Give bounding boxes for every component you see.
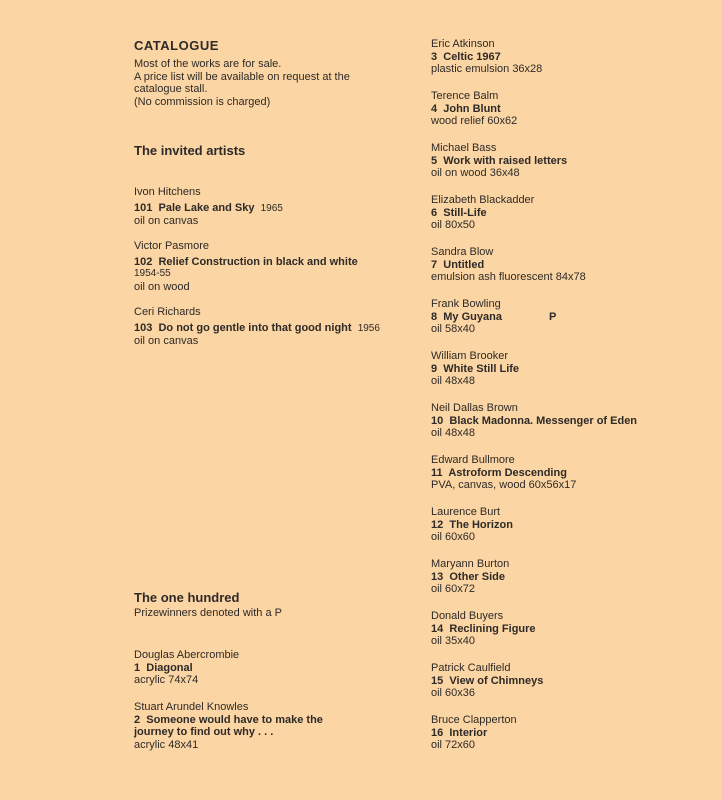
hundred-entry [431, 454, 711, 506]
hundred-entry [431, 350, 711, 402]
hundred-entry [134, 701, 419, 751]
artist-name: Maryann Burton [431, 558, 510, 570]
work-number: 101 [134, 201, 153, 214]
work-number: 11 [431, 466, 443, 479]
work-number: 6 [431, 206, 438, 219]
invited-entry [134, 240, 419, 293]
catalogue-intro [134, 58, 419, 108]
work-year: 1965 [260, 202, 283, 214]
work-title-text: Relief Construction in black and white [158, 255, 358, 268]
work-title [431, 207, 711, 220]
work-number: 102 [134, 255, 153, 268]
work-medium: oil on wood [134, 280, 190, 293]
work-medium: oil 58x40 [431, 323, 476, 335]
work-title [431, 467, 711, 480]
work-number: 9 [431, 362, 438, 375]
work-title-text: View of Chimneys [449, 674, 544, 687]
work-title-text: Someone would have to make the [146, 713, 323, 726]
hundred-entry [431, 142, 711, 194]
work-number: 3 [431, 50, 438, 63]
work-year: 1956 [357, 322, 380, 334]
hundred-entry [431, 194, 711, 246]
hundred-entry [431, 38, 711, 90]
artist-name: Laurence Burt [431, 506, 501, 518]
work-title [431, 259, 711, 272]
artist-name: Edward Bullmore [431, 454, 515, 466]
work-number: 10 [431, 414, 444, 427]
artist-name: Sandra Blow [431, 246, 494, 258]
work-title [134, 714, 419, 727]
work-number: 1 [134, 661, 141, 674]
work-medium: oil 60x60 [431, 531, 476, 543]
artist-name: Patrick Caulfield [431, 662, 511, 674]
work-title [431, 363, 711, 376]
intro-line: catalogue stall. [134, 83, 208, 95]
work-number: 12 [431, 518, 444, 531]
catalogue-heading: CATALOGUE [134, 38, 219, 53]
work-title-text: White Still Life [443, 362, 520, 375]
work-title-text: John Blunt [443, 102, 501, 115]
artist-name: Ivon Hitchens [134, 186, 201, 198]
hundred-entry [431, 298, 711, 350]
work-number: 5 [431, 154, 438, 167]
artist-name: Stuart Arundel Knowles [134, 701, 249, 713]
hundred-heading: The one hundred [134, 590, 240, 605]
work-title-text: Pale Lake and Sky [158, 201, 255, 214]
work-number: 8 [431, 310, 438, 323]
invited-entry [134, 186, 419, 228]
hundred-entry [134, 649, 419, 687]
work-medium: oil 80x50 [431, 219, 476, 231]
work-title-continued: journey to find out why . . . [134, 726, 274, 738]
work-number: 2 [134, 713, 141, 726]
work-medium: oil 48x48 [431, 375, 476, 387]
work-title [431, 675, 711, 688]
artist-name: Victor Pasmore [134, 240, 209, 252]
work-title-text: Interior [449, 726, 488, 739]
work-title [431, 51, 711, 64]
work-medium: wood relief 60x62 [431, 115, 518, 127]
work-title-text: Black Madonna. Messenger of Eden [449, 414, 638, 427]
hundred-entry [431, 246, 711, 298]
work-title [134, 202, 419, 216]
work-medium: oil 60x72 [431, 583, 476, 595]
artist-name: Douglas Abercrombie [134, 649, 240, 661]
work-title-text: Untitled [443, 258, 485, 271]
work-title [134, 322, 419, 336]
artist-name: Eric Atkinson [431, 38, 495, 50]
work-medium: oil 60x36 [431, 687, 476, 699]
invited-entry [134, 306, 419, 348]
work-number: 103 [134, 321, 153, 334]
intro-line: A price list will be available on request at the [134, 70, 350, 83]
work-medium: plastic emulsion 36x28 [431, 63, 543, 75]
work-medium: PVA, canvas, wood 60x56x17 [431, 479, 577, 491]
work-title [431, 103, 711, 116]
right-column [431, 38, 711, 766]
hundred-header [134, 590, 419, 620]
work-title [431, 727, 711, 740]
artist-name: Bruce Clapperton [431, 714, 517, 726]
work-medium: oil 48x48 [431, 427, 476, 439]
work-year: 1954-55 [134, 268, 171, 279]
work-title [431, 571, 711, 584]
work-title [431, 155, 711, 168]
artist-name: William Brooker [431, 350, 509, 362]
work-title [134, 256, 419, 269]
prize-marker: P [549, 310, 557, 323]
artist-name: Donald Buyers [431, 610, 504, 622]
work-title-text: The Horizon [449, 518, 513, 531]
hundred-entry [431, 610, 711, 662]
work-title-text: Work with raised letters [443, 154, 568, 167]
work-title [431, 415, 711, 428]
artist-name: Frank Bowling [431, 298, 501, 310]
work-title [431, 623, 711, 636]
work-number: 14 [431, 622, 444, 635]
work-title [431, 519, 711, 532]
artist-name: Neil Dallas Brown [431, 402, 518, 414]
work-title-text: Astroform Descending [448, 466, 567, 479]
hundred-entry [431, 402, 711, 454]
work-title-text: Do not go gentle into that good night [158, 321, 352, 334]
artist-name: Elizabeth Blackadder [431, 194, 535, 206]
artist-name: Ceri Richards [134, 306, 201, 318]
work-number: 16 [431, 726, 444, 739]
work-number: 4 [431, 102, 438, 115]
work-number: 7 [431, 258, 438, 271]
intro-line: Most of the works are for sale. [134, 58, 282, 70]
work-medium: acrylic 74x74 [134, 674, 199, 686]
hundred-entry [431, 662, 711, 714]
catalogue-header [134, 38, 419, 108]
work-title [431, 311, 711, 324]
invited-heading: The invited artists [134, 143, 246, 158]
work-title-text: Reclining Figure [449, 622, 536, 635]
intro-line: (No commission is charged) [134, 95, 271, 108]
work-medium: oil on wood 36x48 [431, 167, 520, 179]
work-number: 13 [431, 570, 444, 583]
hundred-entry [431, 558, 711, 610]
hundred-entry [431, 714, 711, 766]
work-title-text: Celtic 1967 [443, 50, 501, 63]
work-medium: oil on canvas [134, 215, 199, 227]
work-title-text: My Guyana [443, 310, 502, 323]
work-medium: oil 35x40 [431, 635, 476, 647]
work-medium: oil on canvas [134, 335, 199, 347]
artist-name: Terence Balm [431, 90, 499, 102]
hundred-subheading: Prizewinners denoted with a P [134, 607, 282, 619]
work-medium: emulsion ash fluorescent 84x78 [431, 271, 586, 283]
hundred-entry [431, 506, 711, 558]
work-title-text: Other Side [449, 570, 505, 583]
work-title [134, 662, 419, 675]
work-medium: acrylic 48x41 [134, 738, 199, 751]
work-medium: oil 72x60 [431, 739, 476, 751]
work-title-text: Still-Life [443, 206, 487, 219]
work-title-text: Diagonal [146, 661, 193, 674]
work-number: 15 [431, 674, 444, 687]
hundred-entry [431, 90, 711, 142]
artist-name: Michael Bass [431, 142, 497, 154]
